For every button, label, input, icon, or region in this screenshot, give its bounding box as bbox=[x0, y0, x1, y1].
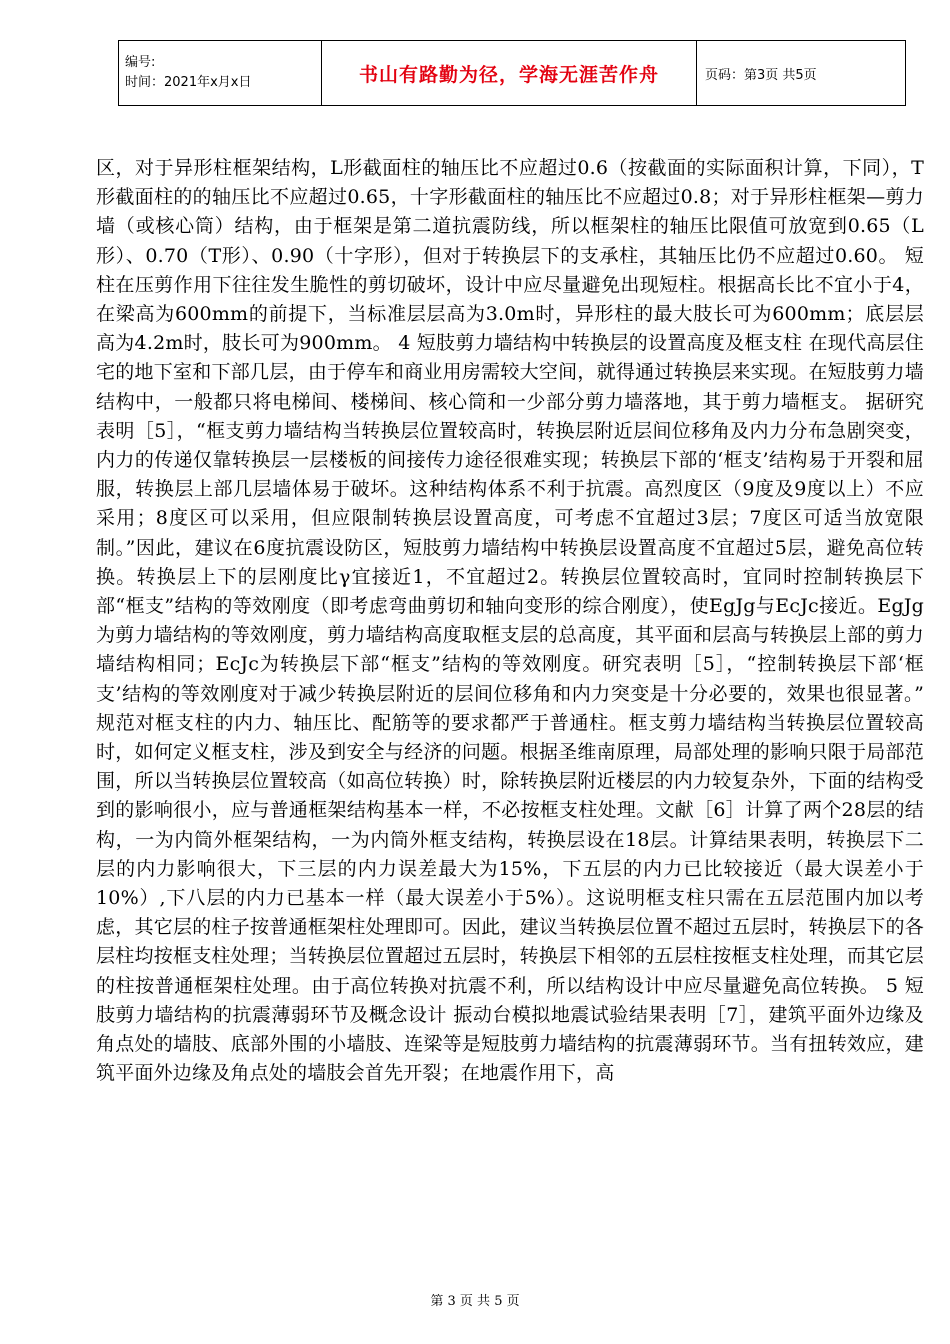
header-page-info: 页码：第3页 共5页 bbox=[697, 41, 906, 106]
document-time-label: 时间：2021年x月x日 bbox=[125, 75, 252, 90]
header-meta-cell bbox=[119, 41, 322, 106]
body-paragraph: 区，对于异形柱框架结构，L形截面柱的轴压比不应超过0.6（按截面的实际面积计算，下同），T形截面柱的的轴压比不应超过0.65，十字形截面柱的轴压比不应超过0.8；对于异形柱框架—剪力墙（或核心筒）结构，由于框架是第二道抗震防线，所以框架柱的轴压比限值可放宽到0.65（L形）、0.70（T形）、0.90（十字形），但对于转换层下的支承柱，其轴压比仍不应超过0.60。 短柱在压剪作用下往往发生脆性的剪切破坏，设计中应尽量避免出现短柱。根据高长比不宜小于4，在梁高为600mm的前提下，当标准层层高为3.0m时，异形柱的最大肢长可为600mm；底层层高为4.2m时，肢长可为900mm。 4 短肢剪力墙结构中转换层的设置高度及框支柱 在现代高层住宅的地下室和下部几层，由于停车和商业用房需较大空间，就得通过转换层来实现。在短肢剪力墙结构中，一般都只将电梯间、楼梯间、核心筒和一少部分剪力墙落地，其于剪力墙框支。 据研究表明［5］，“框支剪力墙结构当转换层位置较高时，转换层附近层间位移角及内力分布急剧突变，内力的传递仅靠转换层一层楼板的间接传力途径很难实现；转换层下部的‘框支’结构易于开裂和屈服，转换层上部几层墙体易于破坏。这种结构体系不利于抗震。高烈度区（9度及9度以上）不应采用；8度区可以采用，但应限制转换层设置高度，可考虑不宜超过3层；7度区可适当放宽限制。”因此，建议在6度抗震设防区，短肢剪力墙结构中转换层设置高度不宜超过5层，避免高位转换。转换层上下的层刚度比γ宜接近1，不宜超过2。转换层位置较高时，宜同时控制转换层下部“框支”结构的等效刚度（即考虑弯曲剪切和轴向变形的综合刚度），使EgJg与EcJc接近。EgJg为剪力墙结构的等效刚度，剪力墙结构高度取框支层的总高度，其平面和层高与转换层上部的剪力墙结构相同；EcJc为转换层下部“框支”结构的等效刚度。研究表明［5］，“控制转换层下部‘框支’结构的等效刚度对于减少转换层附近的层间位移角和内力突变是十分必要的，效果也很显著。” 规范对框支柱的内力、轴压比、配筋等的要求都严于普通柱。框支剪力墙结构当转换层位置较高时，如何定义框支柱，涉及到安全与经济的问题。根据圣维南原理，局部处理的影响只限于局部范围，所以当转换层位置较高（如高位转换）时，除转换层附近楼层的内力较复杂外，下面的结构受到的影响很小，应与普通框架结构基本一样，不必按框支柱处理。文献［6］计算了两个28层的结构，一为内筒外框架结构，一为内筒外框支结构，转换层设在18层。计算结果表明，转换层下二层的内力影响很大，下三层的内力误差最大为15%，下五层的内力已比较接近（最大误差小于10%）,下八层的内力已基本一样（最大误差小于5%）。这说明框支柱只需在五层范围内加以考虑，其它层的柱子按普通框架柱处理即可。因此，建议当转换层位置不超过五层时，转换层下的各层柱均按框支柱处理；当转换层位置超过五层时，转换层下相邻的五层柱按框支柱处理，而其它层的柱按普通框架柱处理。由于高位转换对抗震不利，所以结构设计中应尽量避免高位转换。 5 短肢剪力墙结构的抗震薄弱环节及概念设计 振动台模拟地震试验结果表明［7］，建筑平面外边缘及角点处的墙肢、底部外围的小墙肢、连梁等是短肢剪力墙结构的抗震薄弱环节。当有扭转效应，建筑平面外边缘及角点处的墙肢会首先开裂；在地震作用下，高 bbox=[96, 157, 924, 1085]
page-header bbox=[118, 40, 906, 106]
header-motto: 书山有路勤为径，学海无涯苦作舟 bbox=[322, 41, 697, 106]
page-footer: 第 3 页 共 5 页 bbox=[430, 1294, 520, 1309]
document-number-label: 编号: bbox=[125, 55, 156, 70]
